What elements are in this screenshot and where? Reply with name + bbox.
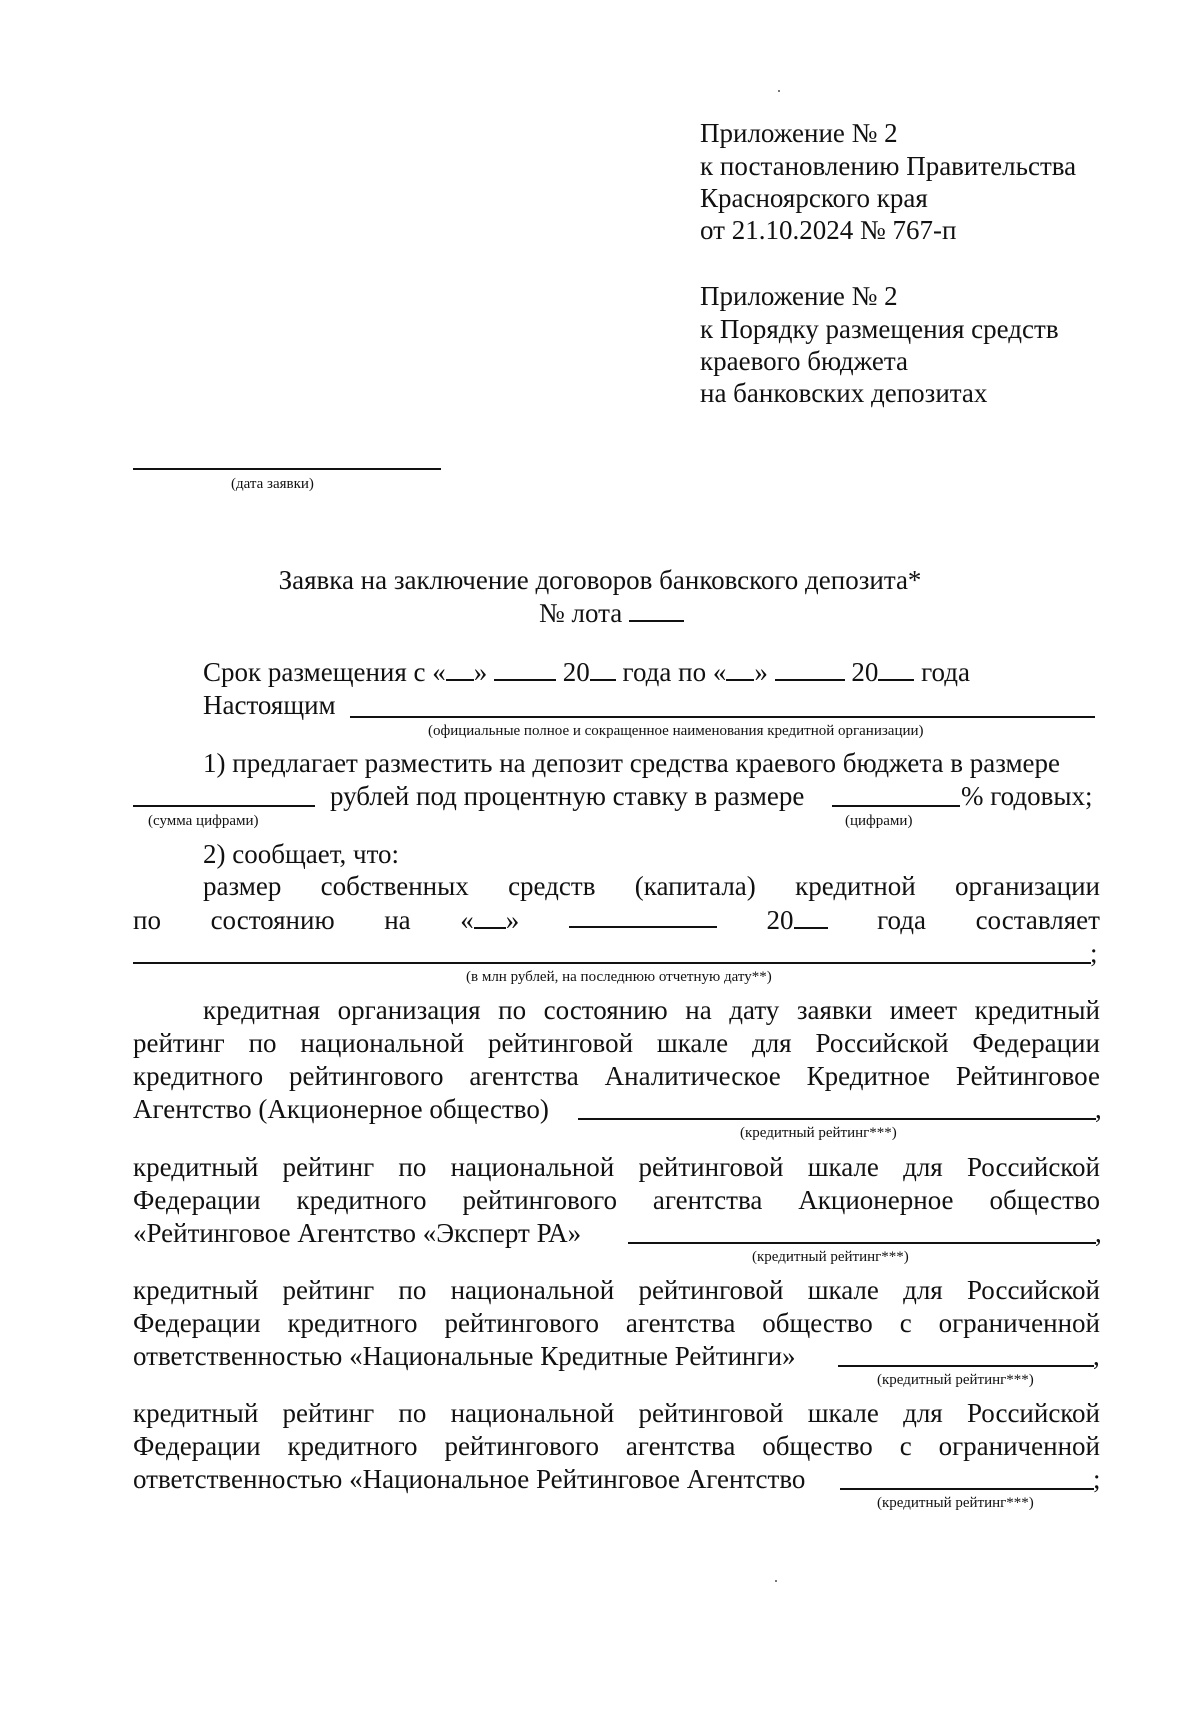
rating1-blank bbox=[578, 1118, 1096, 1120]
rating1-caption: (кредитный рейтинг***) bbox=[740, 1125, 897, 1141]
word: Федерации bbox=[133, 1308, 261, 1338]
word: рейтинговой bbox=[638, 1398, 784, 1428]
hereby-word: Настоящим bbox=[203, 690, 336, 720]
word: на bbox=[685, 995, 712, 1025]
capital-line bbox=[203, 870, 1100, 902]
word: кредитного bbox=[287, 1431, 418, 1461]
term-text: года по « bbox=[622, 657, 727, 687]
word: Российской bbox=[815, 1028, 949, 1058]
word: Федерации bbox=[972, 1028, 1100, 1058]
word: по bbox=[248, 1028, 277, 1058]
term-text: » bbox=[754, 657, 768, 687]
year-blank bbox=[794, 905, 828, 929]
word: общество bbox=[762, 1431, 873, 1461]
word: заявки bbox=[796, 995, 873, 1025]
word: рейтинг bbox=[282, 1398, 375, 1428]
word: Акционерное bbox=[798, 1185, 954, 1215]
item1-pct: % годовых; bbox=[961, 781, 1093, 811]
term-blank bbox=[494, 657, 556, 681]
word: национальной bbox=[450, 1152, 615, 1182]
word: рейтинговой bbox=[638, 1275, 784, 1305]
header-line: Красноярского края bbox=[700, 183, 928, 213]
word: по bbox=[398, 1152, 427, 1182]
word: кредитный bbox=[133, 1398, 259, 1428]
word: для bbox=[903, 1275, 943, 1305]
word: ограниченной bbox=[938, 1431, 1100, 1461]
word: агентства bbox=[625, 1308, 736, 1338]
capital-semicolon: ; bbox=[1090, 938, 1098, 968]
rating1-last: Агентство (Акционерное общество) bbox=[133, 1094, 549, 1124]
word: составляет bbox=[975, 905, 1100, 935]
header-line: на банковских депозитах bbox=[700, 378, 988, 408]
term-blank bbox=[446, 657, 474, 681]
rating3-caption: (кредитный рейтинг***) bbox=[877, 1372, 1034, 1388]
word: для bbox=[751, 1028, 792, 1058]
word: кредитной bbox=[795, 871, 916, 901]
rating4-blank bbox=[840, 1488, 1094, 1490]
word: рейтингового bbox=[444, 1431, 599, 1461]
lot-blank bbox=[629, 598, 684, 622]
date-line bbox=[133, 468, 441, 470]
item2-line: 2) сообщает, что: bbox=[203, 839, 400, 869]
word: общество bbox=[762, 1308, 873, 1338]
word: национальной bbox=[300, 1028, 465, 1058]
word: рейтинговой bbox=[638, 1152, 784, 1182]
word: кредитный bbox=[974, 995, 1100, 1025]
word: Федерации bbox=[133, 1185, 261, 1215]
word: национальной bbox=[450, 1398, 615, 1428]
word: года bbox=[877, 905, 926, 935]
word: шкале bbox=[656, 1028, 729, 1058]
scan-speck bbox=[775, 1580, 777, 1582]
word: состоянию bbox=[210, 905, 335, 935]
term-text: года bbox=[921, 657, 970, 687]
word: кредитный bbox=[133, 1152, 259, 1182]
rating2-caption: (кредитный рейтинг***) bbox=[752, 1249, 909, 1265]
rating1-line bbox=[133, 1027, 1100, 1059]
word: Аналитическое bbox=[604, 1061, 781, 1091]
word: шкале bbox=[807, 1275, 879, 1305]
word: средств bbox=[508, 871, 596, 901]
term-text: 20 bbox=[851, 657, 879, 687]
rating1-end: , bbox=[1095, 1094, 1102, 1124]
org-name-caption: (официальные полное и сокращенное наименования кредитной организации) bbox=[428, 723, 924, 739]
word: кредитный bbox=[133, 1275, 259, 1305]
word: с bbox=[899, 1431, 912, 1461]
header-line: от 21.10.2024 № 767-п bbox=[700, 215, 957, 245]
word: Российской bbox=[966, 1398, 1100, 1428]
word: состоянию bbox=[543, 995, 668, 1025]
sum-blank bbox=[133, 805, 315, 807]
word: рейтинговой bbox=[487, 1028, 634, 1058]
capital-amount-line bbox=[133, 962, 1091, 964]
rating1-line bbox=[203, 994, 1100, 1026]
header-line: к Порядку размещения средств bbox=[700, 314, 1059, 344]
word: кредитного bbox=[296, 1185, 427, 1215]
header-line: Приложение № 2 bbox=[700, 118, 898, 148]
word: ограниченной bbox=[938, 1308, 1100, 1338]
word: агентства bbox=[625, 1431, 736, 1461]
word: на bbox=[384, 905, 411, 935]
header-line: к постановлению Правительства bbox=[700, 151, 1077, 181]
month-blank bbox=[569, 904, 717, 928]
rating4-end: ; bbox=[1093, 1464, 1101, 1494]
item1-line: 1) предлагает разместить на депозит средства краевого бюджета в размере bbox=[203, 748, 1061, 778]
word: собственных bbox=[320, 871, 469, 901]
word: агентства bbox=[652, 1185, 763, 1215]
word: по bbox=[133, 905, 161, 935]
word: 20 bbox=[766, 905, 794, 935]
word: для bbox=[903, 1152, 943, 1182]
org-name-line bbox=[350, 716, 1095, 718]
lot-label: № лота bbox=[539, 598, 623, 628]
rating2-last: «Рейтинговое Агентство «Эксперт РА» bbox=[133, 1218, 582, 1248]
item1-rub: рублей под процентную ставку в размере bbox=[330, 781, 805, 811]
rating3-last: ответственностью «Национальные Кредитные Рейтинги» bbox=[133, 1341, 796, 1371]
word: рейтингового bbox=[462, 1185, 617, 1215]
doc-title: Заявка на заключение договоров банковского депозита* bbox=[278, 565, 922, 595]
word: рейтинг bbox=[282, 1275, 375, 1305]
rate-blank bbox=[832, 805, 960, 807]
term-text: » bbox=[473, 657, 488, 687]
word: по bbox=[398, 1275, 427, 1305]
capital-caption: (в млн рублей, на последнюю отчетную дату**) bbox=[466, 969, 772, 985]
rating2-line bbox=[133, 1151, 1100, 1183]
word: агентства bbox=[469, 1061, 579, 1091]
date-caption: (дата заявки) bbox=[231, 476, 314, 492]
term-text: Срок размещения с « bbox=[203, 657, 446, 687]
word: рейтингового bbox=[288, 1061, 444, 1091]
year-field bbox=[767, 904, 828, 936]
term-text: 20 bbox=[562, 657, 590, 687]
day-blank bbox=[474, 905, 506, 929]
word: имеет bbox=[889, 995, 958, 1025]
term-blank bbox=[878, 657, 914, 681]
word: шкале bbox=[807, 1398, 879, 1428]
word: рейтинг bbox=[282, 1152, 375, 1182]
word: рейтинг bbox=[133, 1028, 225, 1058]
word: по bbox=[398, 1398, 427, 1428]
word: дату bbox=[729, 995, 780, 1025]
word: размер bbox=[203, 871, 282, 901]
word: Российской bbox=[966, 1275, 1100, 1305]
rating4-caption: (кредитный рейтинг***) bbox=[877, 1495, 1034, 1511]
word: организация bbox=[337, 995, 481, 1025]
word: кредитная bbox=[203, 995, 321, 1025]
word: » bbox=[505, 905, 520, 935]
term-blank bbox=[775, 657, 845, 681]
rating3-blank bbox=[838, 1365, 1094, 1367]
rating2-blank bbox=[628, 1242, 1096, 1244]
rating2-end: , bbox=[1095, 1218, 1102, 1248]
word: Федерации bbox=[133, 1431, 261, 1461]
digits-caption: (цифрами) bbox=[845, 813, 913, 829]
word: (капитала) bbox=[634, 871, 756, 901]
term-blank bbox=[590, 657, 616, 681]
rating3-end: , bbox=[1093, 1341, 1100, 1371]
word: по bbox=[498, 995, 527, 1025]
word: для bbox=[903, 1398, 943, 1428]
term-line bbox=[203, 656, 970, 688]
word: кредитного bbox=[287, 1308, 418, 1338]
word: Кредитное bbox=[806, 1061, 931, 1091]
word: Рейтинговое bbox=[955, 1061, 1100, 1091]
word: кредитного bbox=[133, 1061, 264, 1091]
state-line bbox=[133, 904, 1100, 936]
term-blank bbox=[726, 657, 754, 681]
rating3-line bbox=[133, 1274, 1100, 1306]
word: организации bbox=[955, 871, 1100, 901]
word: с bbox=[899, 1308, 912, 1338]
rating3-line bbox=[133, 1307, 1100, 1339]
word: шкале bbox=[807, 1152, 879, 1182]
rating2-line bbox=[133, 1184, 1100, 1216]
header-line: краевого бюджета bbox=[700, 346, 908, 376]
rating4-line bbox=[133, 1397, 1100, 1429]
word: национальной bbox=[450, 1275, 615, 1305]
rating4-last: ответственностью «Национальное Рейтинговое Агентство bbox=[133, 1464, 806, 1494]
word: « bbox=[460, 905, 474, 935]
sum-caption: (сумма цифрами) bbox=[148, 813, 259, 829]
scan-speck bbox=[778, 90, 780, 92]
header-line: Приложение № 2 bbox=[700, 281, 898, 311]
rating4-line bbox=[133, 1430, 1100, 1462]
rating1-line bbox=[133, 1060, 1100, 1092]
word: общество bbox=[989, 1185, 1100, 1215]
word: рейтингового bbox=[444, 1308, 599, 1338]
lot-line bbox=[539, 597, 684, 629]
word: Российской bbox=[966, 1152, 1100, 1182]
date-quote bbox=[460, 904, 519, 936]
